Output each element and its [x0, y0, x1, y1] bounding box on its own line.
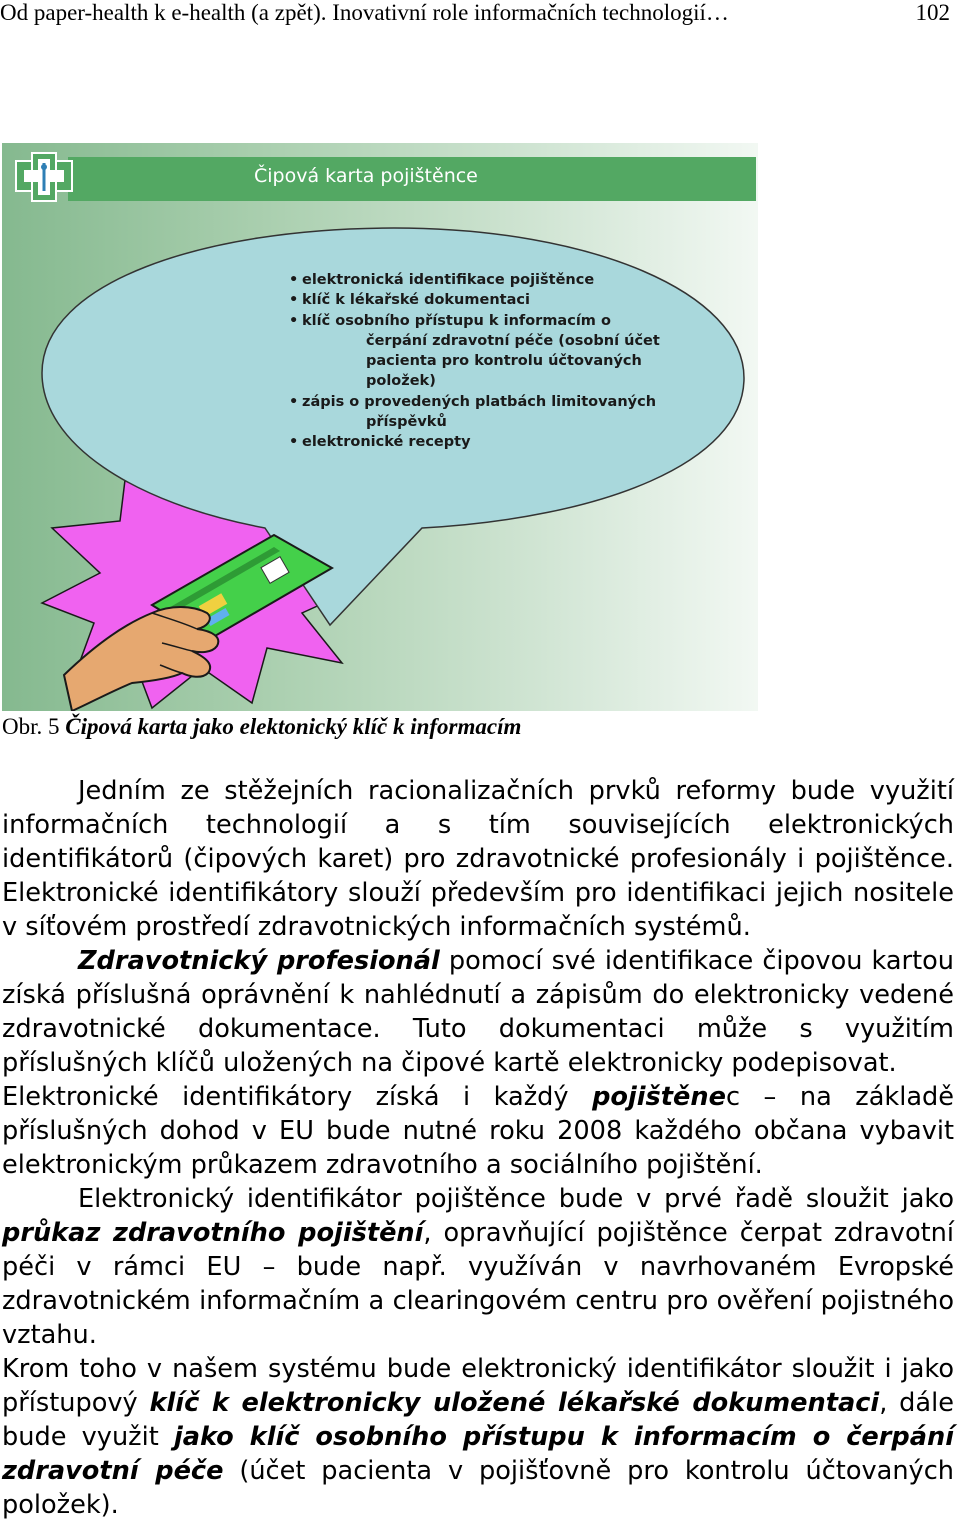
bullet-item: • elektronická identifikace pojištěnce [288, 270, 738, 290]
page-number: 102 [915, 0, 950, 25]
bullet-item: • zápis o provedených platbách limitovaných příspěvků [288, 392, 738, 433]
emphasis: pojištěne [592, 1082, 726, 1112]
caption-text: Čipová karta jako elektonický klíč k informacím [65, 714, 522, 739]
figure-title: Čipová karta pojištěnce [254, 165, 478, 187]
emphasis: Zdravotnický profesionál [78, 946, 440, 976]
medical-cross-logo-icon [14, 151, 74, 208]
paragraph-3: Elektronické identifikátory získá i každý pojištěnec – na základě příslušných dohod v EU bude nutné roku 2008 každého občana vybavit elektronickým průkazem zdravotního a sociálního pojištění. [2, 1082, 955, 1180]
bullet-item: • elektronické recepty [288, 432, 738, 452]
page-header [0, 0, 950, 28]
bullet-item: • klíč k lékařské dokumentaci [288, 290, 738, 310]
paragraph-4: Elektronický identifikátor pojištěnce bude v prvé řadě sloužit jako průkaz zdravotního pojištění, opravňující pojištěnce čerpat zdravotní péči v rámci EU – bude např. využíván v navrhovaném Evropské zdravotnickém informačním a clearingovém centru pro ověření pojistného vztahu. [2, 1184, 954, 1350]
paragraph-2: Zdravotnický profesionál pomocí své identifikace čipovou kartou získá příslušná oprávnění k nahlédnutí a zápisům do elektronicky vedené zdravotnické dokumentace. Tuto dokumentaci může s využitím příslušných klíčů uložených na čipové kartě elektronicky podepisovat. [2, 946, 954, 1078]
paragraph-1: Jedním ze stěžejních racionalizačních prvků reformy bude využití informačních technologií a s tím souvisejících elektronických identifikátorů (čipových karet) pro zdravotnické profesionály i pojištěnce. Elektronické identifikátory slouží především pro identifikaci jejich nositele v síťovém prostředí zdravotnických informačních systémů. [2, 776, 954, 942]
hand-icon [64, 607, 218, 711]
bubble-bullet-list [288, 270, 738, 453]
running-title: Od paper-health k e-health (a zpět). Inovativní role informačních technologií… [0, 0, 729, 25]
emphasis: jako klíč osobního přístupu k informacím o čerpání zdravotní péče [2, 1422, 954, 1486]
figure-caption [2, 713, 521, 741]
body-text [2, 774, 954, 1522]
bullet-item: • klíč osobního přístupu k informacím o čerpání zdravotní péče (osobní účet pacienta pro kontrolu účtovaných položek) [288, 311, 738, 392]
emphasis: klíč k elektronicky uložené lékařské dokumentaci [149, 1388, 880, 1418]
emphasis: průkaz zdravotního pojištění [2, 1218, 424, 1248]
figure-chip-card [2, 143, 758, 711]
paragraph-5: Krom toho v našem systému bude elektronický identifikátor sloužit i jako přístupový klíč k elektronicky uložené lékařské dokumentaci, dále bude využit jako klíč osobního přístupu k informacím o čerpání zdravotní péče (účet pacienta v pojišťovně pro kontrolu účtovaných položek). [2, 1354, 954, 1520]
caption-prefix: Obr. 5 [2, 714, 66, 739]
